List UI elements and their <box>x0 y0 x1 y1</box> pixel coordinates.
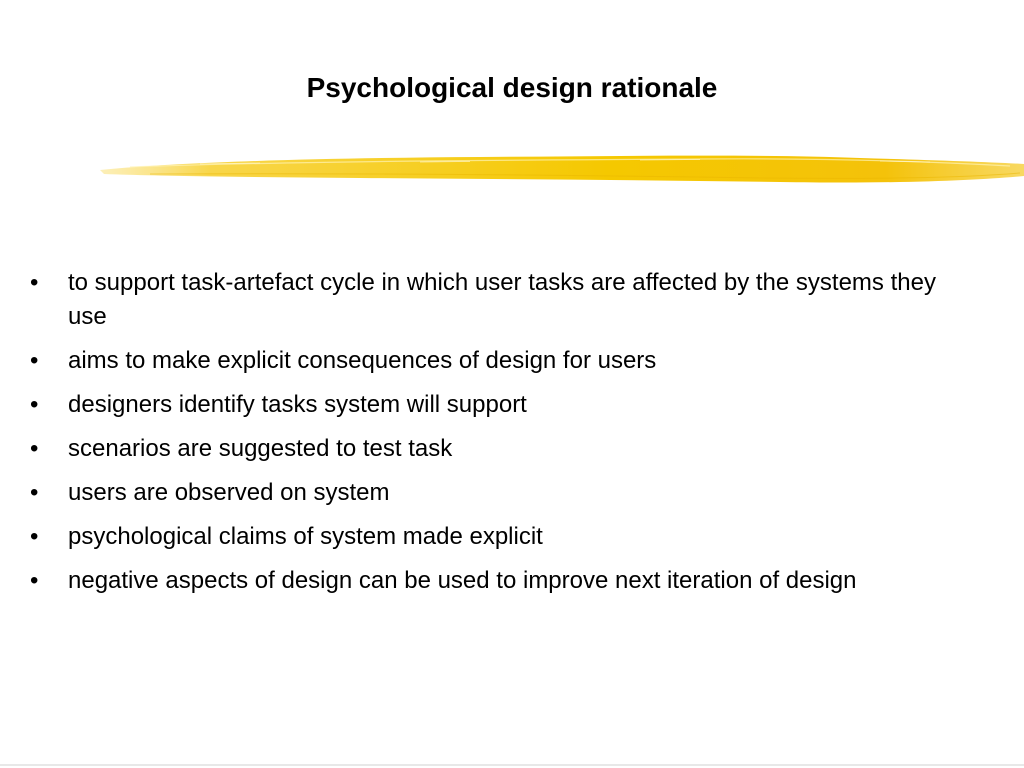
bullet-list <box>30 266 950 608</box>
list-item <box>30 344 950 378</box>
bullet-text: users are observed on system <box>68 479 390 506</box>
slide-title: Psychological design rationale <box>306 72 718 103</box>
list-item <box>30 388 950 422</box>
bottom-divider <box>0 764 1024 766</box>
highlighter-stroke-decoration <box>0 140 1024 196</box>
bullet-icon: • <box>30 435 39 462</box>
list-item <box>30 476 950 510</box>
list-item <box>30 564 950 598</box>
bullet-text: scenarios are suggested to test task <box>68 435 453 462</box>
bullet-icon: • <box>30 523 39 550</box>
bullet-icon: • <box>30 567 39 594</box>
bullet-text: designers identify tasks system will support <box>68 391 527 418</box>
bullet-text: to support task-artefact cycle in which user tasks are affected by the systems they use <box>68 269 936 330</box>
bullet-text: psychological claims of system made explicit <box>68 523 543 550</box>
bullet-text: aims to make explicit consequences of design for users <box>68 347 657 374</box>
bullet-icon: • <box>30 347 39 374</box>
list-item <box>30 266 950 334</box>
bullet-text: negative aspects of design can be used to improve next iteration of design <box>68 567 857 594</box>
bullet-icon: • <box>30 391 39 418</box>
bullet-icon: • <box>30 479 39 506</box>
list-item <box>30 520 950 554</box>
list-item <box>30 432 950 466</box>
bullet-icon: • <box>30 269 39 296</box>
